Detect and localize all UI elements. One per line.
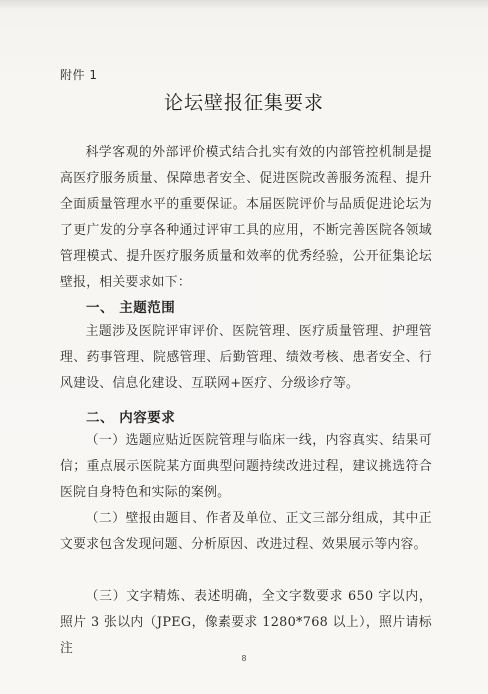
scan-shadow <box>0 0 488 10</box>
requirement-3-paragraph: （三）文字精炼、表述明确，全文字数要求 650 字以内，照片 3 张以内（JPEG，像素要求 1280*768 以上），照片请标注 <box>60 589 432 656</box>
requirement-1-paragraph: （一）选题应贴近医院管理与临床一线，内容真实、结果可信；重点展示医院某方面典型问题持续改进过程，建议挑选符合医院自身特色和实际的案例。 <box>60 433 432 500</box>
scope-paragraph: 主题涉及医院评审评价、医院管理、医疗质量管理、护理管理、药事管理、院感管理、后勤管理、绩效考核、患者安全、行风建设、信息化建设、互联网+医疗、分级诊疗等。 <box>60 324 432 391</box>
section-heading-content: 二、 内容要求 <box>86 410 176 426</box>
intro-paragraph: 科学客观的外部评价模式结合扎实有效的内部管控机制是提高医疗服务质量、保障患者安全、促进医院改善服务流程、提升全面质量管理水平的重要保证。本届医院评价与品质促进论坛为了更广发的分享各种通过评审工具的应用，不断完善医院各领域管理模式、提升医疗服务质量和效率的优秀经验，公开征集论坛壁报，相关要求如下： <box>60 145 432 290</box>
document-title: 论坛壁报征集要求 <box>163 92 324 114</box>
requirement-2-paragraph: （二）壁报由题目、作者及单位、正文三部分组成，其中正文要求包含发现问题、分析原因、改进过程、效果展示等内容。 <box>60 511 432 552</box>
page-number: 8 <box>241 654 247 663</box>
attachment-label: 附件 1 <box>60 68 98 82</box>
section-heading-scope: 一、 主题范围 <box>86 300 176 316</box>
